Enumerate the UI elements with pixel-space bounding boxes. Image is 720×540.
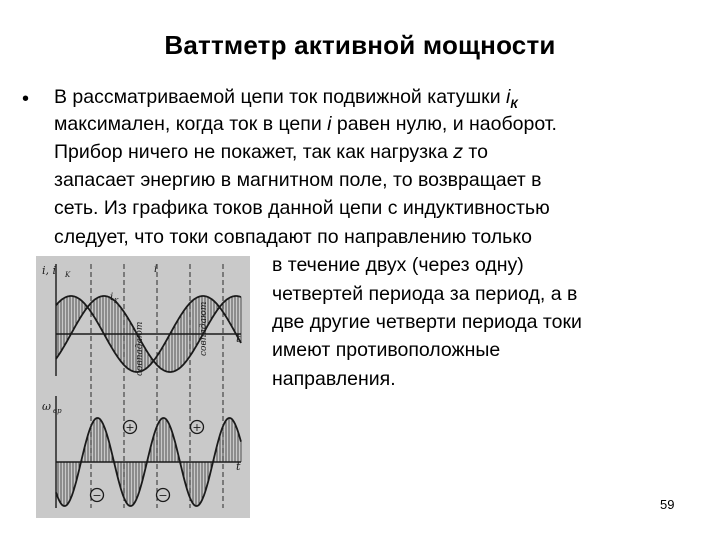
- bottom-x-label: t: [236, 460, 241, 473]
- var-i: i: [327, 113, 332, 135]
- plus-sign-2: [191, 421, 204, 435]
- plus-sign-1: [124, 421, 137, 435]
- text-line-3-pre: Прибор ничего не покажет, так как нагрузка: [54, 141, 454, 163]
- text-line-2: [54, 113, 557, 136]
- text-line-3-post: то: [463, 141, 488, 163]
- curve-label-ik: i: [110, 292, 114, 303]
- text-line-7: в течение двух (через одну): [272, 254, 524, 276]
- svg-text:−: −: [158, 489, 168, 502]
- waveform-drawing: [36, 256, 250, 518]
- bottom-y-label: ω: [42, 400, 51, 413]
- text-line-4: запасает энергию в магнитном поле, то возвращает в: [54, 169, 542, 191]
- minus-sign-1: [91, 489, 104, 503]
- page-number: 59: [660, 497, 675, 512]
- text-line-2-post: равен нулю, и наоборот.: [331, 113, 557, 135]
- annotation-coincide-1: совпадают: [135, 321, 145, 376]
- annotation-coincide-2: совпадают: [199, 301, 209, 356]
- svg-text:+: +: [192, 421, 202, 434]
- text-line-2-pre: максимален, когда ток в цепи: [54, 113, 328, 135]
- slide-title: Ваттметр активной мощности: [164, 30, 556, 60]
- top-y-label: i, i: [42, 264, 57, 277]
- text-line-11: направления.: [272, 368, 396, 390]
- current-waveform-figure: [36, 256, 250, 518]
- bullet-marker: •: [22, 88, 30, 110]
- bottom-y-label-sub: вр: [53, 407, 62, 415]
- text-line-8: четвертей периода за период, а в: [272, 283, 578, 305]
- minus-sign-2: [157, 489, 170, 503]
- top-graph: [56, 264, 241, 508]
- text-line-3: [54, 141, 488, 164]
- text-line-9: две другие четверти периода токи: [272, 311, 582, 333]
- bottom-graph: [56, 396, 241, 508]
- curve-label-ik-sub: K: [114, 298, 119, 305]
- text-line-1: [54, 86, 518, 111]
- top-y-label-sub: K: [65, 271, 71, 279]
- var-i-k-sub: К: [510, 96, 518, 111]
- text-line-5: сеть. Из графика токов данной цепи с индуктивностью: [54, 197, 550, 219]
- var-z: z: [453, 141, 464, 163]
- svg-text:+: +: [125, 421, 135, 434]
- text-line-1-pre: В рассматриваемой цепи ток подвижной катушки: [54, 86, 507, 108]
- text-line-10: имеют противоположные: [272, 339, 501, 361]
- curve-label-i: i: [154, 264, 158, 275]
- top-x-label: t: [236, 332, 241, 345]
- text-line-6: следует, что токи совпадают по направлению только: [54, 226, 532, 248]
- var-i-k: i: [506, 86, 511, 108]
- svg-text:−: −: [92, 489, 102, 502]
